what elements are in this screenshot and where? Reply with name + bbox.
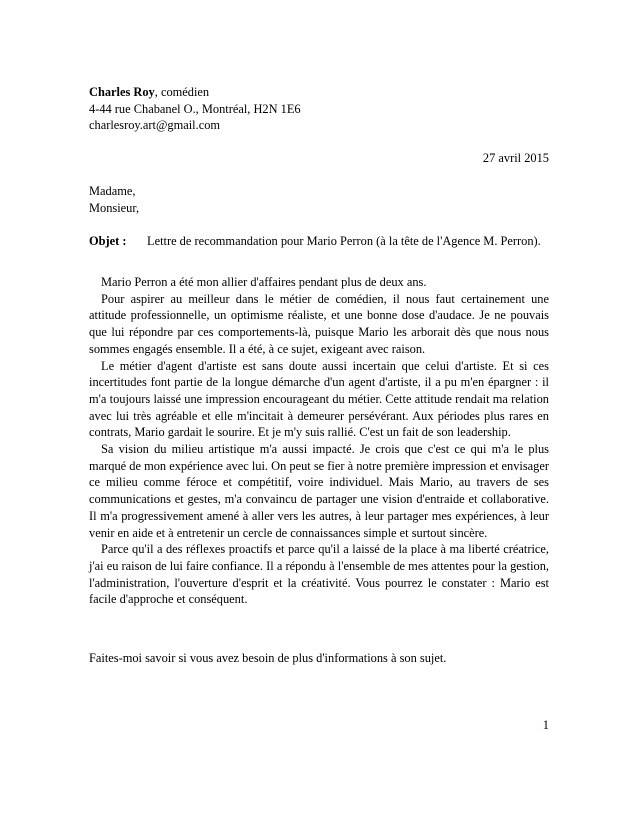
- body-paragraph-5: Parce qu'il a des réflexes proactifs et parce qu'il a laissé de la place à ma liberté créatrice, j'ai eu raison de lui faire confiance. Il a répondu à l'ensemble de mes attentes pour la gestion, l'administration, l'ouverture d'esprit et la créativité. Vous pourrez le constater : Mario est facile d'approche et conséquent.: [89, 542, 549, 607]
- salutation: [89, 183, 549, 216]
- sender-block: [89, 84, 559, 134]
- sender-address: 4-44 rue Chabanel O., Montréal, H2N 1E6: [89, 101, 301, 116]
- closing-line: Faites-moi savoir si vous avez besoin de plus d'informations à son sujet.: [89, 651, 447, 665]
- sender-email: charlesroy.art@gmail.com: [89, 118, 221, 133]
- subject-text: Lettre de recommandation pour Mario Perron (à la tête de l'Agence M. Perron).: [147, 234, 541, 248]
- subject-label: Objet :: [89, 234, 127, 248]
- page-number: 1: [542, 718, 549, 732]
- salutation-line-2: Monsieur,: [89, 200, 140, 215]
- body-paragraph-4: Sa vision du milieu artistique m'a aussi impacté. Je crois que c'est ce qui m'a le plus marqué de mon expérience avec lui. On peut se fier à notre première impression et envisager ce milieu comme féroce et compétitif, voire individuel. Mais Mario, au travers de ses communications et gestes, m'a convaincu de partager une vision d'entraide et collaborative. Il m'a progressivement amené à aller vers les autres, à leur partager mes expériences, à leur venir en aide et à entretenir un cercle de connaissances simple et surtout sincère.: [89, 442, 549, 540]
- subject-line: [89, 233, 559, 250]
- letter-date: 27 avril 2015: [482, 151, 549, 165]
- sender-name: Charles Roy: [89, 85, 155, 99]
- salutation-line-1: Madame,: [89, 184, 136, 198]
- sender-line: [89, 84, 559, 101]
- body-paragraph-1: Mario Perron a été mon allier d'affaires pendant plus de deux ans.: [101, 275, 427, 289]
- body-paragraph-2: Pour aspirer au meilleur dans le métier de comédien, il nous faut certainement une attitude professionnelle, un optimisme réaliste, et une bonne dose d'audace. Je ne pouvais que lui répondre par ces comportements-là, puisque Mario les arborait dès que nous nous sommes engagés ensemble. Il a été, à ce sujet, exigeant avec raison.: [89, 291, 549, 356]
- sender-title: , comédien: [154, 85, 210, 99]
- body-paragraph-3: Le métier d'agent d'artiste est sans doute aussi incertain que celui d'artiste. Et si ces incertitudes font partie de la longue démarche d'un agent d'artiste, il a pu m'en épargner : il m'a toujours laissé une impression encourageant du métier. Cette attitude rendait ma relation avec lui très agréable et elle m'incitait à demeurer persévérant. Aux périodes plus rares en contrats, Mario gardait le sourire. Et je m'y suis rallié. C'est un fait de son leadership.: [89, 358, 549, 440]
- letter-body: [89, 274, 549, 608]
